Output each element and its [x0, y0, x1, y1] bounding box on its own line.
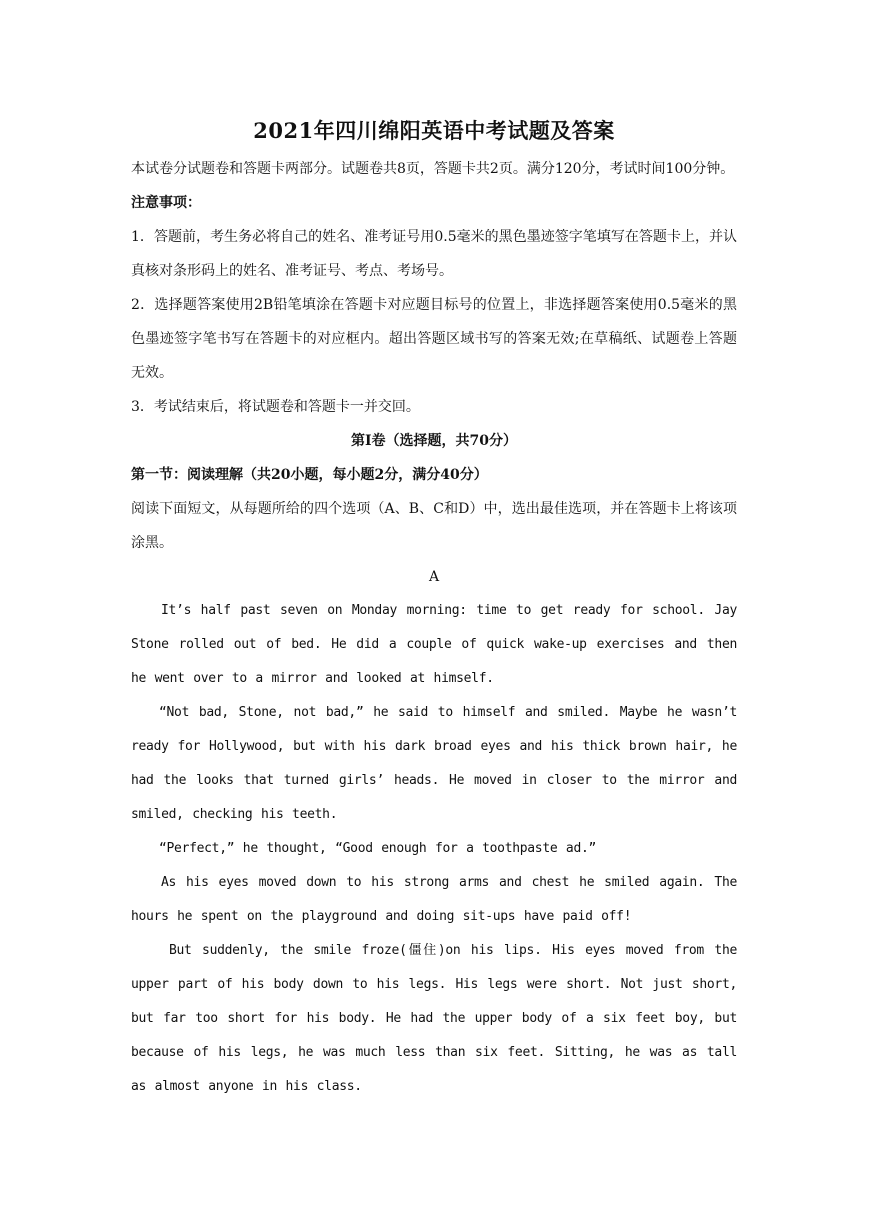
notice-item-2: 2．选择题答案使用2B铅笔填涂在答题卡对应题目标号的位置上，非选择题答案使用0.5毫米的黑色墨迹签字笔书写在答题卡的对应框内。超出答题区域书写的答案无效;在草稿纸、试题卷上答题无效。: [131, 297, 737, 381]
volume-heading: 第Ⅰ卷（选择题，共70分）: [350, 433, 518, 449]
passage-label: A: [428, 569, 440, 585]
notice-item-1: 1．答题前，考生务必将自己的姓名、准考证号用0.5毫米的黑色墨迹签字笔填写在答题卡上，并认真核对条形码上的姓名、准考证号、考点、考场号。: [131, 229, 737, 279]
document-page: [131, 110, 737, 1104]
section-heading: 第一节：阅读理解（共20小题，每小题2分，满分40分）: [131, 467, 488, 483]
exam-intro: 本试卷分试题卷和答题卡两部分。试题卷共8页，答题卡共2页。满分120分，考试时间100分钟。: [131, 161, 735, 177]
notice-heading: 注意事项：: [131, 195, 201, 211]
passage-paragraph-3: “Perfect,” he thought, “Good enough for a toothpaste ad.”: [159, 841, 597, 856]
passage-paragraph-5: But suddenly, the smile froze(僵住)on his lips. His eyes moved from the upper part of his body down to his legs. His legs were short. Not just short, but far too short for his body. He had the upper body of a six feet boy, but because of his legs, he was much less than six feet. Sitting, he was as tall as almost anyone in his class.: [131, 943, 737, 1094]
notice-item-3: 3．考试结束后，将试题卷和答题卡一并交回。: [131, 399, 420, 415]
passage-paragraph-1: It’s half past seven on Monday morning: time to get ready for school. Jay Stone rolled out of bed. He did a couple of quick wake-up exercises and then he went over to a mirror and looked at himself.: [131, 603, 737, 686]
document-title: 2021年四川绵阳英语中考试题及答案: [253, 118, 615, 143]
passage-paragraph-4: As his eyes moved down to his strong arms and chest he smiled again. The hours he spent on the playground and doing sit-ups have paid off!: [131, 875, 737, 924]
passage-paragraph-2: “Not bad, Stone, not bad,” he said to himself and smiled. Maybe he wasn’t ready for Hollywood, but with his dark broad eyes and his thick brown hair, he had the looks that turned girls’ heads. He moved in closer to the mirror and smiled, checking his teeth.: [131, 705, 737, 822]
reading-instruction: 阅读下面短文，从每题所给的四个选项（A、B、C和D）中，选出最佳选项，并在答题卡上将该项涂黑。: [131, 501, 737, 551]
